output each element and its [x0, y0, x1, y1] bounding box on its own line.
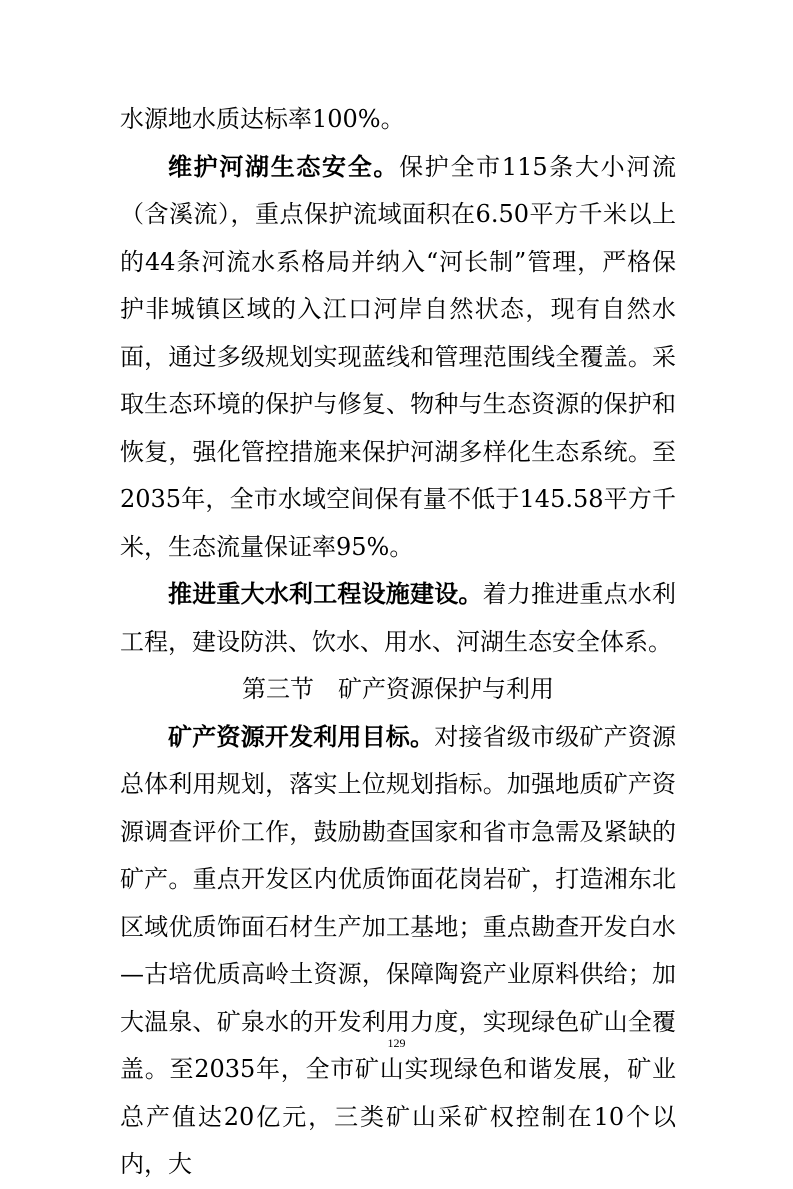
section-heading: 第三节 矿产资源保护与利用 — [242, 675, 554, 703]
paragraph-river-lake-ecology — [120, 144, 676, 572]
page-number: 129 — [387, 1036, 406, 1050]
paragraph-mineral-resources — [120, 714, 676, 1189]
paragraph-lead: 推进重大水利工程设施建设。 — [168, 580, 483, 608]
paragraph-continuation — [120, 96, 676, 144]
paragraph-text: 对接省级市级矿产资源总体利用规划，落实上位规划指标。加强地质矿产资源调查评价工作，鼓励勘查国家和省市急需及紧缺的矿产。重点开发区内优质饰面花岗岩矿，打造湘东北区域优质饰面石材生产加工基地；重点勘查开发白水—古培优质高岭土资源，保障陶瓷产业原料供给；加大温泉、矿泉水的开发利用力度，实现绿色矿山全覆盖。至2035年，全市矿山实现绿色和谐发展，矿业总产值达20亿元，三类矿山采矿权控制在10个以内，大 — [120, 722, 677, 1178]
paragraph-water-projects — [120, 571, 676, 666]
paragraph-text: 保护全市115条大小河流（含溪流），重点保护流域面积在6.50平方千米以上的44条河流水系格局并纳入“河长制”管理，严格保护非城镇区域的入江口河岸自然状态，现有自然水面，通过多级规划实现蓝线和管理范围线全覆盖。采取生态环境的保护与修复、物种与生态资源的保护和恢复，强化管控措施来保护河湖多样化生态系统。至2035年，全市水域空间保有量不低于145.58平方千米，生态流量保证率95%。 — [120, 152, 676, 561]
paragraph-text: 水源地水质达标率100%。 — [120, 105, 405, 133]
paragraph-lead: 矿产资源开发利用目标。 — [168, 722, 435, 751]
paragraph-lead: 维护河湖生态安全。 — [168, 152, 400, 181]
paragraph-text: 着力推进重点水利工程，建设防洪、饮水、用水、河湖生态安全体系。 — [120, 580, 677, 656]
body-text — [120, 96, 676, 1189]
